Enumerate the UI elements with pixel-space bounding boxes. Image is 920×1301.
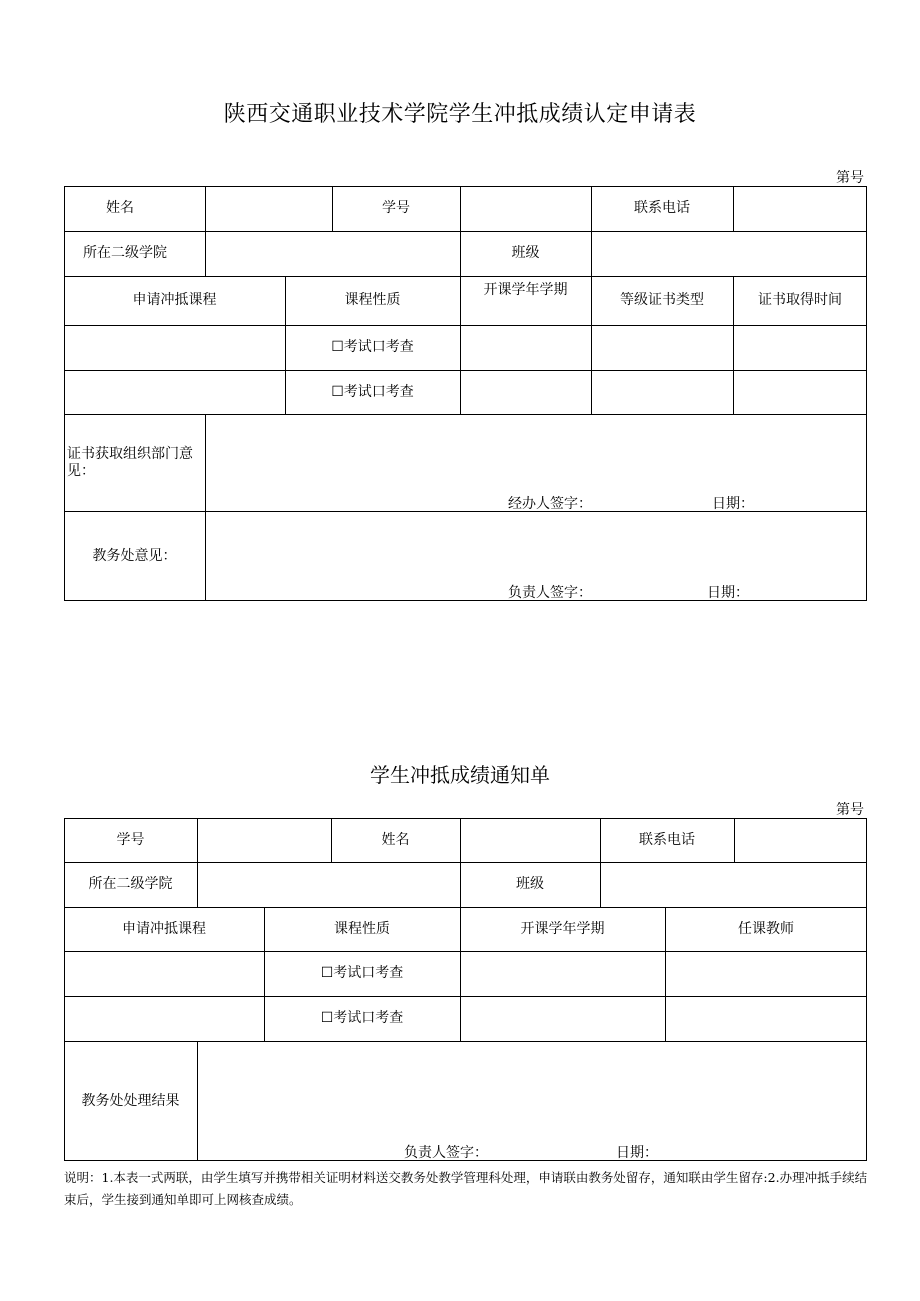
form1-handler-date-label: 日期： (712, 496, 754, 512)
form2-semester-input-2[interactable] (460, 996, 665, 1041)
form1-name-label: 姓名 (106, 200, 134, 217)
form2-semester-header: 开课学年学期 (520, 920, 605, 937)
form1-leader-date-label: 日期： (707, 585, 749, 601)
form2-course-type-header: 课程性质 (334, 920, 390, 937)
form2-course-header: 申请冲抵课程 (122, 920, 206, 937)
form1-phone-input[interactable] (733, 186, 867, 231)
form2-phone-label: 联系电话 (639, 831, 695, 848)
form1-cert-type-input-2[interactable] (591, 370, 733, 414)
form1-course-type-header: 课程性质 (344, 292, 401, 309)
form1-name-input[interactable] (205, 186, 332, 231)
form2-course-type-checkbox-1[interactable]: ☐考试口考查 (320, 965, 404, 982)
form1-cert-dept-opinion-label: 证书获取组织部门意见： (67, 445, 193, 479)
form2-semester-input-1[interactable] (460, 951, 665, 996)
form2-number-label: 第号 (836, 802, 864, 818)
form1-student-id-label: 学号 (382, 200, 410, 217)
form1-cert-time-header: 证书取得时间 (758, 292, 842, 309)
form1-student-id-input[interactable] (460, 186, 591, 231)
form1-phone-label: 联系电话 (634, 200, 690, 217)
form1-cert-type-input-1[interactable] (591, 325, 733, 370)
form1-cert-type-header: 等级证书类型 (620, 292, 704, 309)
form1-title: 陕西交通职业技术学院学生冲抵成绩认定申请表 (223, 102, 697, 127)
form1-course-type-checkbox-2[interactable]: ☐考试口考查 (331, 383, 414, 400)
form2-name-label: 姓名 (381, 831, 410, 848)
form2-class-label: 班级 (516, 876, 544, 893)
form1-cert-time-input-2[interactable] (733, 370, 867, 414)
form1-course-input-2[interactable] (64, 370, 285, 414)
form2-phone-input[interactable] (734, 818, 867, 862)
form1-college-input[interactable] (205, 231, 460, 276)
form2-student-id-input[interactable] (197, 818, 331, 862)
form2-college-input[interactable] (197, 862, 460, 907)
form2-course-type-checkbox-2[interactable]: ☐考试口考查 (320, 1010, 404, 1027)
form1-course-header: 申请冲抵课程 (132, 292, 217, 309)
form1-leader-signature-label: 负责人签字： (508, 585, 592, 601)
form2-name-input[interactable] (460, 818, 600, 862)
form2-date-label: 日期： (616, 1145, 658, 1161)
form2-class-input[interactable] (600, 862, 867, 907)
form1-class-input[interactable] (591, 231, 867, 276)
form1-course-input-1[interactable] (64, 325, 285, 370)
form2-teacher-input-1[interactable] (665, 951, 867, 996)
form2-teacher-input-2[interactable] (665, 996, 867, 1041)
form2-teacher-header: 任课教师 (738, 920, 794, 937)
form1-academic-opinion-label: 教务处意见： (92, 547, 177, 564)
form2-result-input[interactable] (197, 1041, 867, 1161)
form2-leader-signature-label: 负责人签字： (404, 1145, 488, 1161)
form2-result-label: 教务处处理结果 (81, 1092, 180, 1109)
form2-college-label: 所在二级学院 (88, 876, 173, 893)
form1-college-label: 所在二级学院 (83, 245, 167, 262)
form2-course-input-2[interactable] (64, 996, 264, 1041)
form1-number-label: 第号 (836, 170, 864, 186)
form1-semester-input-2[interactable] (460, 370, 591, 414)
form2-student-id-label: 学号 (116, 831, 145, 848)
form1-semester-input-1[interactable] (460, 325, 591, 370)
form1-class-label: 班级 (511, 245, 540, 262)
form2-course-input-1[interactable] (64, 951, 264, 996)
footnote: 说明：1.本表一式两联，由学生填写并携带相关证明材料送交教务处教学管理科处理，申请联由教务处留存，通知联由学生留存:2.办理冲抵手续结束后，学生接到通知单即可上网核查成绩。 (64, 1170, 868, 1207)
form2-title: 学生冲抵成绩通知单 (370, 763, 550, 787)
form1-handler-signature-label: 经办人签字： (508, 496, 592, 512)
form1-course-type-checkbox-1[interactable]: ☐考试口考查 (331, 339, 414, 356)
form1-semester-header: 开课学年学期 (483, 282, 568, 298)
form1-cert-time-input-1[interactable] (733, 325, 867, 370)
